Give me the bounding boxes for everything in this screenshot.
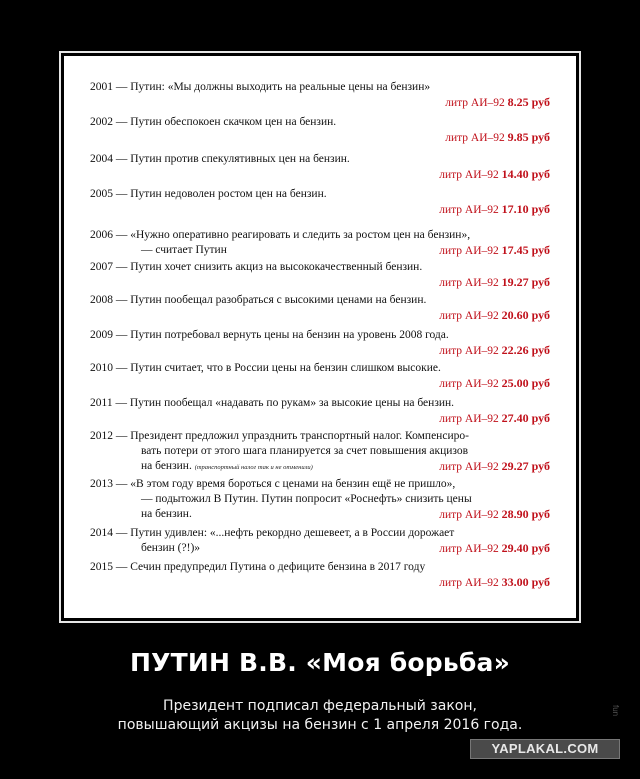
price-label: литр АИ–92 bbox=[439, 413, 502, 425]
price-row bbox=[439, 459, 550, 475]
entries-list bbox=[90, 80, 550, 591]
entry-text-line: 2013 — «В этом году время бороться с ценами на бензин ещё не пришло», bbox=[90, 478, 456, 490]
price-value: 25.00 руб bbox=[501, 376, 550, 390]
entry-text-line: на бензин. (транспортный налог так и не отменили) bbox=[141, 460, 313, 472]
entry-text-line: 2002 — Путин обеспокоен скачком цен на бензин. bbox=[90, 116, 337, 128]
price-value: 22.26 руб bbox=[501, 343, 550, 357]
entry-text-line: 2014 — Путин удивлен: «...нефть рекордно дешевеет, а в России дорожает bbox=[90, 527, 455, 539]
price-label: литр АИ–92 bbox=[439, 277, 502, 289]
price-value: 27.40 руб bbox=[501, 411, 550, 425]
entry-text-line: 2007 — Путин хочет снизить акциз на высококачественный бензин. bbox=[90, 261, 423, 273]
caption-line-1: Президент подписал федеральный закон, bbox=[163, 698, 477, 714]
price-value: 33.00 руб bbox=[501, 575, 550, 589]
price-row bbox=[90, 130, 550, 146]
price-value: 29.40 руб bbox=[501, 541, 550, 555]
price-label: литр АИ–92 bbox=[439, 577, 502, 589]
entry-text-line: 2012 — Президент предложил упразднить транспортный налог. Компенсиро- bbox=[90, 430, 469, 442]
price-label: литр АИ–92 bbox=[439, 310, 502, 322]
timeline-entry bbox=[90, 152, 550, 183]
price-value: 17.10 руб bbox=[501, 202, 550, 216]
entry-text-line: вать потери от этого шага планируется за счет повышения акцизов bbox=[141, 445, 469, 457]
price-label: литр АИ–92 bbox=[439, 461, 502, 473]
price-value: 17.45 руб bbox=[501, 243, 550, 257]
entry-note: (транспортный налог так и не отменили) bbox=[194, 464, 313, 471]
entry-text-line: — подытожил В Путин. Путин попросит «Роснефть» снизить цены bbox=[141, 493, 472, 505]
entry-text-line: бензин (?!)» bbox=[141, 542, 201, 554]
price-value: 19.27 руб bbox=[501, 275, 550, 289]
timeline-entry bbox=[90, 361, 550, 392]
timeline-entry bbox=[90, 429, 550, 475]
entry-text-line: 2005 — Путин недоволен ростом цен на бензин. bbox=[90, 188, 327, 200]
price-row bbox=[439, 243, 550, 259]
caption bbox=[0, 697, 640, 735]
timeline-entry bbox=[90, 228, 550, 258]
price-row bbox=[90, 575, 550, 591]
entry-text-line: 2001 — Путин: «Мы должны выходить на реальные цены на бензин» bbox=[90, 81, 431, 93]
entry-text-line: 2006 — «Нужно оперативно реагировать и следить за ростом цен на бензин», bbox=[90, 229, 471, 241]
price-label: литр АИ–92 bbox=[439, 204, 502, 216]
price-row bbox=[90, 376, 550, 392]
price-value: 28.90 руб bbox=[501, 507, 550, 521]
entry-text-line: 2011 — Путин пообещал «надавать по рукам» за высокие цены на бензин. bbox=[90, 397, 455, 409]
price-value: 14.40 руб bbox=[501, 167, 550, 181]
timeline-entry bbox=[90, 526, 550, 556]
price-label: литр АИ–92 bbox=[445, 132, 508, 144]
price-label: литр АИ–92 bbox=[445, 97, 508, 109]
entry-text-line: 2008 — Путин пообещал разобраться с высокими ценами на бензин. bbox=[90, 294, 427, 306]
price-row bbox=[90, 95, 550, 111]
timeline-entry bbox=[90, 80, 550, 111]
timeline-entry bbox=[90, 477, 550, 522]
timeline-entry bbox=[90, 293, 550, 324]
price-label: литр АИ–92 bbox=[439, 245, 502, 257]
headline: ПУТИН В.В. «Моя борьба» bbox=[130, 648, 510, 677]
entry-text-line: 2009 — Путин потребовал вернуть цены на бензин на уровень 2008 года. bbox=[90, 329, 449, 341]
entry-text-line: на бензин. bbox=[141, 508, 192, 520]
entry-text-line: 2010 — Путин считает, что в России цены на бензин слишком высокие. bbox=[90, 362, 441, 374]
price-value: 8.25 руб bbox=[507, 95, 550, 109]
price-value: 29.27 руб bbox=[501, 459, 550, 473]
price-row bbox=[90, 308, 550, 324]
price-row bbox=[90, 343, 550, 359]
price-row bbox=[439, 507, 550, 523]
price-row bbox=[90, 167, 550, 183]
entry-text-line: 2004 — Путин против спекулятивных цен на бензин. bbox=[90, 153, 350, 165]
timeline-entry bbox=[90, 115, 550, 146]
timeline-entry bbox=[90, 260, 550, 291]
price-value: 20.60 руб bbox=[501, 308, 550, 322]
timeline-entry bbox=[90, 328, 550, 359]
entry-text-line: 2015 — Сечин предупредил Путина о дефиците бензина в 2017 году bbox=[90, 561, 426, 573]
timeline-entry bbox=[90, 396, 550, 427]
price-row bbox=[439, 541, 550, 557]
price-row bbox=[90, 411, 550, 427]
site-watermark: YAPLAKAL.COM bbox=[470, 739, 620, 759]
poster-panel bbox=[64, 56, 576, 618]
price-row bbox=[90, 202, 550, 218]
entry-text-line: — считает Путин bbox=[141, 244, 227, 256]
timeline-entry bbox=[90, 187, 550, 218]
timeline-entry bbox=[90, 560, 550, 591]
caption-line-2: повышающий акцизы на бензин с 1 апреля 2016 года. bbox=[117, 717, 523, 733]
side-mark: fun bbox=[611, 705, 620, 717]
price-row bbox=[90, 275, 550, 291]
price-label: литр АИ–92 bbox=[439, 543, 502, 555]
poster-frame bbox=[59, 51, 581, 623]
price-label: литр АИ–92 bbox=[439, 169, 502, 181]
price-label: литр АИ–92 bbox=[439, 378, 502, 390]
price-label: литр АИ–92 bbox=[439, 345, 502, 357]
price-label: литр АИ–92 bbox=[439, 509, 502, 521]
price-value: 9.85 руб bbox=[507, 130, 550, 144]
